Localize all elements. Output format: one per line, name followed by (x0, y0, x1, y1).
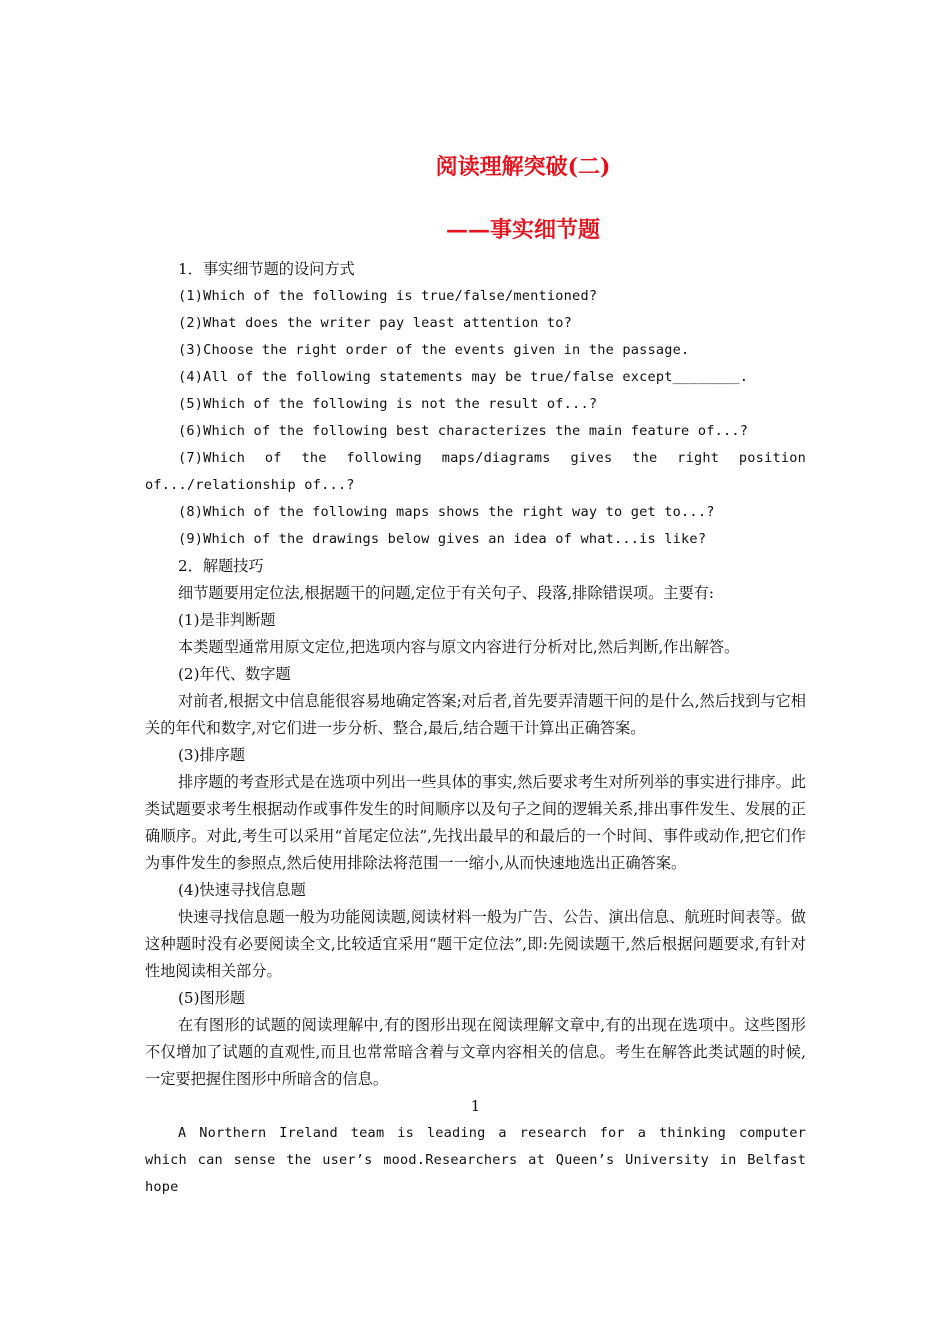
tip1-heading: (1)是非判断题 (178, 611, 276, 629)
question-item: (8)Which of the following maps shows the right way to get to...? (178, 504, 715, 520)
tip3-text: 排序题的考查形式是在选项中列出一些具体的事实,然后要求考生对所列举的事实进行排序。此类试题要求考生根据动作或事件发生的时间顺序以及句子之间的逻辑关系,排出事件发生、发展的正确顺序。对此,考生可以采用“首尾定位法”,先找出最早的和最后的一个时间、事件或动作,把它们作为事件发生的参照点,然后使用排除法将范围一一缩小,从而快速地选出正确答案。 (145, 773, 806, 872)
passage-text: A Northern Ireland team is leading a research for a thinking computer which can sense the user’s mood.Researchers at Queen’s University in Belfast hope (145, 1125, 806, 1195)
document-title: 阅读理解突破(二) (435, 154, 611, 180)
question-item-continuation: of.../relationship of...? (145, 477, 355, 493)
passage-number: 1 (470, 1097, 481, 1115)
question-item: (5)Which of the following is not the result of...? (178, 396, 598, 412)
tip4-heading: (4)快速寻找信息题 (178, 881, 306, 899)
question-item: (1)Which of the following is true/false/mentioned? (178, 288, 598, 304)
tip5-text: 在有图形的试题的阅读理解中,有的图形出现在阅读理解文章中,有的出现在选项中。这些图形不仅增加了试题的直观性,而且也常常暗含着与文章内容相关的信息。考生在解答此类试题的时候,一定要把握住图形中所暗含的信息。 (145, 1016, 806, 1088)
document-body (145, 256, 806, 1201)
question-item: (7)Which of the following maps/diagrams gives the right position (178, 450, 806, 466)
tip2-text: 对前者,根据文中信息能很容易地确定答案;对后者,首先要弄清题干问的是什么,然后找到与它相关的年代和数字,对它们进一步分析、整合,最后,结合题干计算出正确答案。 (145, 692, 806, 737)
question-item: (9)Which of the drawings below gives an idea of what...is like? (178, 531, 707, 547)
section2-heading: 2．解题技巧 (178, 557, 264, 575)
section2-intro: 细节题要用定位法,根据题干的问题,定位于有关句子、段落,排除错误项。主要有: (178, 584, 714, 602)
section1-heading: 1．事实细节题的设问方式 (178, 260, 355, 278)
tip3-heading: (3)排序题 (178, 746, 246, 764)
document-subtitle: ——事实细节题 (445, 217, 600, 243)
question-item: (4)All of the following statements may be true/false except________. (178, 369, 749, 385)
tip2-heading: (2)年代、数字题 (178, 665, 291, 683)
question-item: (6)Which of the following best characterizes the main feature of...? (178, 423, 749, 439)
tip1-text: 本类题型通常用原文定位,把选项内容与原文内容进行分析对比,然后判断,作出解答。 (178, 638, 740, 656)
tip5-heading: (5)图形题 (178, 989, 246, 1007)
question-item: (2)What does the writer pay least attention to? (178, 315, 573, 331)
tip4-text: 快速寻找信息题一般为功能阅读题,阅读材料一般为广告、公告、演出信息、航班时间表等。做这种题时没有必要阅读全文,比较适宜采用“题干定位法”,即:先阅读题干,然后根据问题要求,有针对性地阅读相关部分。 (145, 908, 806, 980)
question-item: (3)Choose the right order of the events given in the passage. (178, 342, 690, 358)
